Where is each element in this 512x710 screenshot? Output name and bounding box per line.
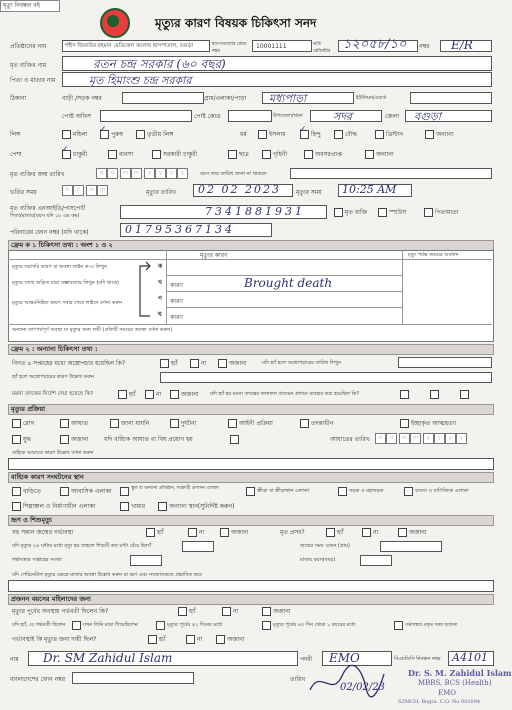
occupation-student-checkbox[interactable] [228,150,237,159]
pregnant-yes-checkbox[interactable] [178,607,187,616]
place-commercial-checkbox[interactable] [404,487,413,496]
stillbirth-yes-label: হ্যাঁ [337,529,344,536]
admission-time-cell: h [62,185,73,196]
stillbirth-no-label: না [373,529,379,536]
doctor-name-label: নাম [10,656,19,663]
manner-disease-checkbox[interactable] [12,419,21,428]
house-field[interactable] [122,92,204,104]
multiple-unknown-label: অজানা [231,529,249,536]
religion-hindu-check-mark: ✓ [299,125,307,135]
signature-date: 02/02/23 [340,682,385,693]
dob-label: মৃত ব্যক্তির জন্ম তারিখ [10,171,65,178]
doctor-name-handwritten: Dr. SM Zahidul Islam [43,651,173,665]
manner-unknown-cause-label: জানা যায়নি [121,420,150,427]
part1-letter-ka: ক [158,263,163,270]
place-header: বাহ্যিক কারণ সংঘটনের স্থান [11,473,84,481]
village-value: মধ্যপাড়া [269,92,307,105]
postcode-label: পোষ্ট কোড [194,113,221,120]
place-residential-checkbox[interactable] [60,487,69,496]
village-field[interactable] [262,92,354,104]
occupation-govt-checkbox[interactable] [152,150,161,159]
religion-other-checkbox[interactable] [425,130,434,139]
part1-kaaron-label: কারণ [170,314,183,321]
perinatal-field[interactable] [8,580,494,592]
address-label: ঠিকানা [10,95,27,102]
part1-row-c: মৃত্যুর আন্তঃনিহিত কারণ সবার শেষে লাইনে বর্ণনা করুন [12,300,123,306]
place-school-label: স্কুল বা অন্যান্য প্রতিষ্ঠান, সরকারী প্রশাসন এলাকা [131,486,219,491]
place-home-checkbox[interactable] [12,487,21,496]
dob-cell: d [107,168,118,179]
page-title: মৃত্যুর কারণ বিষয়ক চিকিৎসা সনদ [155,16,317,30]
union-label: ইউনিয়ন/ওয়ার্ড [356,95,387,101]
dob-cell: m [131,168,142,179]
sex-female-checkbox[interactable] [62,130,71,139]
autopsy-used-no-checkbox[interactable] [430,390,439,399]
occupation-housewife-checkbox[interactable] [262,150,271,159]
manner-disease-label: রোগ [23,420,35,427]
autopsy-unknown-label: অজানা [181,391,199,398]
dob-cell: m [120,168,131,179]
occupation-student-label: ছাত্র [239,151,249,158]
surgery-question: বিগত ৪ সপ্তাহের মধ্যে অস্ত্রোপচার হয়েছিল কি? [12,360,126,367]
serial-handwritten: ১২০৫৮/১০ [343,37,407,52]
place-other-checkbox[interactable] [158,502,167,511]
injury-date-cell: y [445,433,456,444]
nid-spouse-checkbox[interactable] [378,208,387,217]
admission-time-cell: m [86,185,97,196]
part2-header-bar [8,344,494,355]
hospital-name-label: প্রতিষ্ঠানের নাম [10,43,47,50]
manner-suicide-checkbox[interactable] [400,419,409,428]
bracket-arrow-icon [136,262,154,320]
surgery-unknown-checkbox[interactable] [218,359,227,368]
stamp-line1: Dr. S. M. Zahidul Islam [408,668,512,678]
religion-christian-label: খ্রিস্টান [386,131,403,138]
part1-part2-label: অন্যান্য তাৎপর্যপূর্ণ অবস্থা যা মৃত্যুর জন্য দায়ী (প্রতিটি সময়ের অবস্থা বর্ণনা করুন) [12,327,173,333]
parent-value: মৃত হিমাংশু চন্দ্র সরকার [89,74,192,87]
admission-date-label: ভর্তির সময় [10,189,37,196]
place-sports-checkbox[interactable] [246,487,255,496]
upazila-label: উপজেলা/থানা [273,113,303,119]
nid-label: মৃত ব্যক্তির এনআইডি/পাসপোর্ট [10,205,86,212]
occupation-label: পেশা [10,151,22,158]
phone-field[interactable] [120,223,272,237]
dob-cell: y [166,168,177,179]
part1-header: ফ্রেম ক ১ চিকিৎসা তথ্য : অংশ ১ ও ২ [11,241,113,249]
manner-investigation-label: তদন্তাধীন [311,420,334,427]
pregnant-unknown-label: অজানা [273,608,291,615]
autopsy-no-label: না [156,391,162,398]
district-value: বগুড়া [414,110,441,123]
stamp-line2: MBBS, BCS (Health) [418,679,492,687]
part1-header-line [8,259,492,260]
autopsy-used-unknown-checkbox[interactable] [460,390,469,399]
weeks-label: গর্ভাবস্থার সপ্তাহের সংখ্যা [12,557,62,563]
contributed-yes-checkbox[interactable] [148,635,157,644]
death-date-field[interactable] [193,184,293,197]
occupation-housewife-label: গৃহিনী [273,151,288,158]
stillbirth-unknown-checkbox[interactable] [398,528,407,537]
pregnant-no-label: না [233,608,239,615]
timing4-label: গর্ভাবস্থার প্রকৃত সময় অজানা [405,623,458,628]
occupation-govt-label: সরকারী চাকুরী [163,151,198,158]
district-label: জেলা [385,113,400,120]
part1-row-b: মৃত্যুর সাথে জড়িত যারা সম্ভাব্যতার লিখুন (যদি থাকে) [12,280,119,286]
injury-date-cell: m [399,433,410,444]
manner-suicide-label: ইচ্ছাকৃত আত্মহত্যা [411,420,457,427]
part1-col-interval: মৃত্যু পর্যন্ত সময়ের ব্যবধান [408,252,459,258]
nid-deceased-checkbox[interactable] [334,208,343,217]
place-sports-label: ক্রীড়া বা ক্রীড়াস্থান এলাকা [257,488,309,494]
upazila-field[interactable] [310,110,382,122]
religion-hindu-label: হিন্দু [311,131,321,138]
timing2-checkbox[interactable] [156,621,165,630]
part1-letter-ga: গ [158,295,162,302]
death-time-label: মৃত্যুর সময় [296,189,322,196]
manner-war-label: যুদ্ধ [23,436,31,443]
multiple-no-label: না [199,529,205,536]
timing3-checkbox[interactable] [262,621,271,630]
mobile-field[interactable] [72,672,194,684]
occupation-retired-label: অবসরপ্রাপ্ত [315,151,342,158]
manner-accident-label: দুর্ঘটনা [181,420,197,427]
part1-col-cause: মৃত্যুর কারণ [200,252,228,259]
place-farm-label: খামার [131,503,146,510]
external-desc-field[interactable] [8,458,494,470]
government-emblem-icon [100,8,130,38]
injury-date-cell: d [386,433,397,444]
mother-age-label: মাতার বয়স(বছর) [300,557,336,563]
nid-parent-label: পিতামাতা [435,209,459,216]
union-field[interactable] [410,92,492,104]
sex-third-checkbox[interactable] [136,130,145,139]
bmdc-value: A4101 [452,651,488,664]
stillbirth-label: মৃত প্রসব? [280,529,305,536]
place-other-label: অন্যান্য স্থান(সুনির্দিষ্ট করুন) [169,503,235,510]
upazila-value: সদর [333,110,353,123]
external-desc-label: বাহ্যিক আঘাতে কারণ উল্লেখ বর্ণনা করুন [12,450,94,456]
place-home-label: বাড়িতে [23,488,41,495]
religion-buddhist-label: বৌদ্ধ [345,131,357,138]
injury-date-cell: y [456,433,467,444]
mother-age-field[interactable] [360,555,392,566]
nid-field[interactable] [120,205,327,219]
newborn-header-bar [8,515,494,526]
religion-buddhist-checkbox[interactable] [334,130,343,139]
house-label: বাড়ী /সড়ক নম্বর [62,95,102,102]
designation-value: EMO [329,651,360,665]
admission-time-cell: m [97,185,108,196]
nid-parent-checkbox[interactable] [424,208,433,217]
manner-header-bar [8,404,494,415]
contributed-question: গর্ভাবস্থাই কি মৃত্যুর জন্য দায়ী ছিল? [12,636,97,643]
manner-war-checkbox[interactable] [12,435,21,444]
guardian-nid-label: পিতা/মাতার(বয়স যদি ১৮ এর কম) [10,213,80,219]
stamp-line3: EMO [438,689,457,697]
multiple-no-checkbox[interactable] [188,528,197,537]
parent-field[interactable] [62,72,492,87]
within24-label: যদি মৃত্যুর ২৪ ঘন্টার মধ্যে মৃত্যু হয় তাহলে শিশুটি কত ঘন্টা বেঁচে ছিল? [12,543,152,549]
multiple-yes-label: হ্যাঁ [157,529,164,536]
poison-label: যদি বাহ্যিক আঘাত বা বিষ প্রয়োগ হয় [104,436,193,443]
bmdc-label: বিএমডিসি নিবন্ধন নম্বর [394,656,441,662]
surgery-date-field[interactable] [398,357,492,368]
surgery-reason-field[interactable] [160,372,492,383]
age-label: বয়স জন্ম তারিখ জানা না থাকলে [200,171,267,177]
surgery-date-label: যদি হ্যাঁ হলে অস্ত্রোপচারের তারিখ লিখুন [262,360,342,366]
multiple-unknown-checkbox[interactable] [220,528,229,537]
surgery-yes-label: হ্যাঁ [171,360,178,367]
occupation-retired-checkbox[interactable] [304,150,313,159]
religion-other-label: অন্যান্য [436,131,454,138]
nid-spouse-label: স্পাউস [389,209,407,216]
form-no-field[interactable] [440,40,492,52]
part1-bottom-line [8,324,492,325]
autopsy-used-yes-checkbox[interactable] [400,390,409,399]
part1-divider-right [402,250,403,324]
part1-letter-kha: খ [158,279,162,286]
injury-date-label: আঘাতের তারিখ [330,436,370,443]
part1-kaaron-label: কারণ [170,298,183,305]
death-time-field[interactable] [338,184,412,197]
part1-cause-value: Brought death [244,276,333,290]
contributed-unknown-checkbox[interactable] [216,635,225,644]
manner-injury-checkbox[interactable] [60,419,69,428]
occupation-job-check-mark: ✓ [61,145,69,155]
parent-label: পিতা ও মাতার নাম [10,77,56,84]
surgery-yes-checkbox[interactable] [160,359,169,368]
dob-cell: y [155,168,166,179]
no-label: নম্বর [419,43,430,50]
pregnant-unknown-checkbox[interactable] [262,607,271,616]
autopsy-no-checkbox[interactable] [145,390,154,399]
deceased-name-value: রতন চন্দ্র সরকার (৬০ বছর) [93,57,226,71]
part1-letter-gha: ঘ [158,311,162,318]
surgery-no-checkbox[interactable] [190,359,199,368]
hospital-name-value: শহীদ জিয়াউর রহমান মেডিকেল কলেজ হাসপাতাল, বগুড়া [65,43,194,49]
timing4-checkbox[interactable] [394,621,403,630]
deceased-name-label: মৃত ব্যক্তির নাম [10,62,47,69]
sex-third-label: তৃতীয় লিঙ্গ [147,131,174,138]
death-date-label: মৃত্যুর তারিখ [146,189,176,196]
timing2-label: মৃত্যুর পূর্বের ৪২ দিনের মধ্যে [167,622,223,628]
top-left-label: মৃত্যু নিবন্ধন বই [3,2,40,9]
dob-cell: y [144,168,155,179]
hospital-name-field[interactable] [62,40,210,52]
part1-divider-left [166,250,167,324]
manner-unknown-label: অজানা [71,436,89,443]
weeks-field[interactable] [130,555,162,566]
stamp-line4: SZMCH, Bogra. C.O. No 001094 [398,699,481,705]
religion-islam-checkbox[interactable] [258,130,267,139]
designation-label: পদবী [300,656,313,663]
timing1-label: যখন তিনি মারা গিয়েছিলেন [83,622,138,628]
pregnant-question: মৃত্যুর পূর্বের অবস্থায় গর্ভবতী ছিলেন কি? [12,608,109,615]
stillbirth-no-checkbox[interactable] [362,528,371,537]
place-road-checkbox[interactable] [338,487,347,496]
contributed-yes-label: হ্যাঁ [159,636,166,643]
occupation-other-checkbox[interactable] [365,150,374,159]
contributed-no-checkbox[interactable] [186,635,195,644]
part1-row-line [166,307,402,308]
admission-reg-label: ভর্তি রেজিস্টার [313,42,331,54]
dob-cell: d [96,168,107,179]
sex-label: লিঙ্গ [10,131,21,138]
sex-male-check-mark: ✓ [99,125,107,135]
sex-female-label: মহিলা [73,131,88,138]
weight-label: জন্মের সময় ওজন (গ্রাম) [300,543,350,549]
religion-label: ধর্ম [240,131,247,138]
contributed-no-label: না [197,636,203,643]
form-no-value: E/R [451,38,473,52]
pregnant-yes-label: হ্যাঁ [189,608,196,615]
weight-field[interactable] [380,541,442,552]
place-header-bar [8,472,494,483]
maternal-header-bar [8,594,494,605]
stillbirth-unknown-label: অজানা [409,529,427,536]
part1-row-line [166,291,402,292]
place-commercial-label: ব্যবসা ও বাণিজ্যিক এলাকা [415,488,469,494]
within24-field[interactable] [182,541,214,552]
place-residential-label: আবাসিক এলাকা [71,488,112,495]
autopsy-yes-label: হ্যাঁ [129,391,136,398]
manner-investigation-checkbox[interactable] [300,419,309,428]
place-farm-checkbox[interactable] [120,502,129,511]
district-field[interactable] [405,110,492,122]
manner-unknown-checkbox[interactable] [60,435,69,444]
death-date-value: 02 02 2023 [198,183,281,196]
post-field[interactable] [100,110,192,122]
injury-date-cell: y [423,433,434,444]
nid-value: 7341881931 [205,205,305,218]
place-school-checkbox[interactable] [120,487,129,496]
maternal-header: প্রজনন বয়সের মহিলাদের জন্য [11,595,91,603]
religion-islam-label: ইসলাম [269,131,286,138]
part1-kaaron-label: কারণ [170,282,183,289]
multiple-pregnancy-label: বহু সন্তান জন্মের গর্ভাবস্থা [12,529,74,536]
date-label: তারিখ [290,676,306,683]
occupation-business-label: ব্যবসা [119,151,134,158]
phone-value: 01795367134 [125,223,235,236]
autopsy-unknown-checkbox[interactable] [170,390,179,399]
surgery-unknown-label: অজানা [229,360,247,367]
phone-label: পরিবারের ফোন নম্বর (যদি থাকে) [10,229,89,236]
timing3-label: মৃত্যুর পূর্বের ৪৩ দিন থেকে ১ বছরের মধ্যে [273,622,356,628]
occupation-business-checkbox[interactable] [108,150,117,159]
hospital-code-value: 10001111 [256,43,287,50]
postcode-field[interactable] [228,110,272,122]
mobile-label: বাংলাদেশের ফোন নম্বর [10,676,66,683]
admission-time-cell: h [73,185,84,196]
age-field[interactable] [290,168,492,179]
top-left-tag [0,0,60,12]
multiple-yes-checkbox[interactable] [146,528,155,537]
post-label: পোষ্ট অফিস [62,113,92,120]
manner-legal-label: আইনী প্রক্রিয়া [239,420,273,427]
part2-header: ফ্রেম ২ : অন্যান্য চিকিৎসা তথ্য : [11,345,98,353]
injury-date-cell: m [410,433,421,444]
poison-checkbox[interactable] [230,435,239,444]
place-road-label: সড়ক ও মহাসড়ক [349,488,384,494]
occupation-other-label: অন্যান্য [376,151,394,158]
injury-date-cell: d [375,433,386,444]
stillbirth-yes-checkbox[interactable] [326,528,335,537]
deceased-name-field[interactable] [62,56,492,71]
place-industrial-checkbox[interactable] [12,502,21,511]
surgery-no-label: না [201,360,207,367]
hospital-code-field[interactable] [252,40,312,52]
occupation-job-label: চাকুরী [73,151,88,158]
part1-row-a: মৃত্যুর সরাসরি কারণ বা অবস্থা লাইন ক-এ লিখুন [12,264,107,270]
doctor-name-field[interactable] [28,651,298,666]
autopsy-question: ময়না তদন্তের নির্দেশ দেয়া হয়েছে কি? [12,391,94,397]
bmdc-field[interactable] [448,651,494,666]
manner-unknown-cause-checkbox[interactable] [110,419,119,428]
timing1-checkbox[interactable] [72,621,81,630]
place-industrial-label: শিল্পাঞ্চল ও নির্মাণাধীন এলাকা [23,503,96,510]
pregnant-no-checkbox[interactable] [222,607,231,616]
injury-date-cell: y [434,433,445,444]
village-label: গ্রাম/এলাকা/পাড়া [204,95,247,102]
autopsy-yes-checkbox[interactable] [118,390,127,399]
hospital-code-label: হাসপাতালের কোড নম্বর [212,42,247,54]
nid-deceased-label: মৃত ব্যক্তি [345,209,368,216]
dob-cell: y [177,168,188,179]
if-yes-when-label: যদি হ্যাঁ, যে গর্ভবতী ছিলেন [12,622,66,628]
manner-accident-checkbox[interactable] [170,419,179,428]
manner-legal-checkbox[interactable] [228,419,237,428]
death-time-value: 10:25 AM [342,183,397,196]
contributed-unknown-label: অজানা [227,636,245,643]
religion-christian-checkbox[interactable] [375,130,384,139]
manner-header: মৃত্যুর প্রক্রিয়া [11,405,46,413]
perinatal-label: যদি পেরিনেটাল মৃত্যুর ক্ষেত্রে মাতার অবস্থা উল্লেখ করুন যা ভ্রূণ এবং নবজাতককে প্রভাবিত করে [12,572,202,578]
autopsy-used-label: যদি হ্যাঁ হয় ময়না তদন্তের ফলাফল প্রত্যয়ন প্রদানে ব্যবহার করা হয়েছিল কি? [210,391,360,397]
surgery-reason-label: হ্যাঁ হলে অস্ত্রোপচারের কারণ উল্লেখ করুন [12,374,94,380]
manner-injury-label: আঘাত [71,420,88,427]
newborn-header: ভ্রূণ ও শিশুমৃত্যু [11,516,52,524]
sex-male-label: পুরুষ [111,131,123,138]
